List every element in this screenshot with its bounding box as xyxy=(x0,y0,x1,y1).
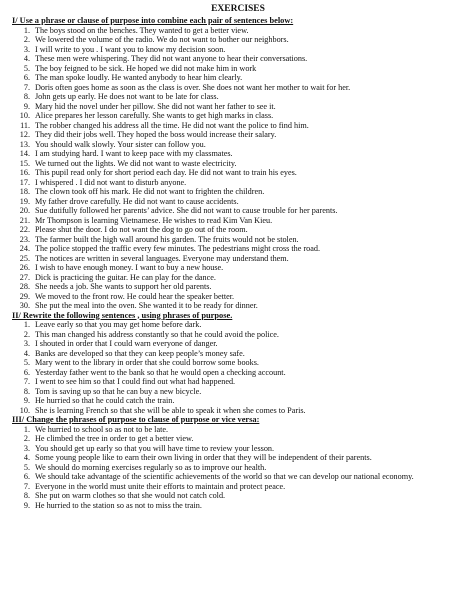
item-number: 5. xyxy=(23,358,30,367)
item-text: Please shut the door. I do not want the dog to go out of the room. xyxy=(35,225,248,234)
item-number: 29. xyxy=(19,291,30,301)
section-2 xyxy=(12,311,464,416)
exercise-list xyxy=(12,425,464,511)
item-text: My father drove carefully. He did not want to cause accidents. xyxy=(35,196,239,206)
item-number: 20. xyxy=(19,206,30,215)
item-text: Everyone in the world must unite their efforts to maintain and protect peace. xyxy=(35,481,286,491)
item-number: 7. xyxy=(23,82,30,92)
item-text: The notices are written in several languages. Everyone may understand them. xyxy=(35,253,289,263)
exercise-item xyxy=(12,292,464,302)
exercise-item xyxy=(12,64,464,74)
item-text: She needs a job. She wants to support her old parents. xyxy=(35,282,212,291)
exercise-item xyxy=(12,444,464,454)
exercise-item xyxy=(12,102,464,112)
exercise-item xyxy=(12,273,464,283)
exercise-item xyxy=(12,301,464,311)
item-text: He hurried to the station so as not to miss the train. xyxy=(35,500,202,510)
exercise-list xyxy=(12,320,464,415)
item-number: 4. xyxy=(23,453,30,462)
item-text: Some young people like to earn their own living in order that they will be independent of their parents. xyxy=(35,453,372,462)
section-heading: I/ Use a phrase or clause of purpose into combine each pair of sentences below: xyxy=(12,16,294,25)
item-number: 2. xyxy=(23,434,30,443)
item-number: 1. xyxy=(23,424,30,434)
item-text: The robber changed his address all the time. He did not want the police to find him. xyxy=(35,120,309,130)
exercise-item xyxy=(12,377,464,387)
item-number: 1. xyxy=(23,320,30,329)
item-text: We should take advantage of the scientific achievements of the world so that we can develop our national economy. xyxy=(35,472,414,481)
item-number: 4. xyxy=(23,348,30,358)
item-number: 2. xyxy=(23,329,30,339)
item-number: 6. xyxy=(23,367,30,377)
exercise-item xyxy=(12,92,464,102)
item-text: We lowered the volume of the radio. We do not want to bother our neighbors. xyxy=(35,35,289,44)
exercise-item xyxy=(12,140,464,150)
item-text: The boys stood on the benches. They wanted to get a better view. xyxy=(35,25,249,35)
item-text: Mr Thompson is learning Vietnamese. He wishes to read Kim Van Kieu. xyxy=(35,215,273,225)
exercise-item xyxy=(12,244,464,254)
item-number: 2. xyxy=(23,35,30,44)
item-number: 8. xyxy=(23,386,30,396)
item-text: Leave early so that you may get home before dark. xyxy=(35,320,202,329)
item-number: 26. xyxy=(19,263,30,272)
item-text: The man spoke loudly. He wanted anybody to hear him clearly. xyxy=(35,73,243,82)
exercise-item xyxy=(12,130,464,140)
item-text: Sue dutifully followed her parents’ advice. She did not want to cause trouble for her parents. xyxy=(35,206,338,215)
item-number: 11. xyxy=(20,120,30,130)
item-text: Alice prepares her lesson carefully. She wants to get high marks in class. xyxy=(35,111,274,120)
item-text: I went to see him so that I could find out what had happened. xyxy=(35,377,236,386)
item-number: 30. xyxy=(19,301,30,310)
exercise-item xyxy=(12,434,464,444)
item-text: Dick is practicing the guitar. He can play for the dance. xyxy=(35,272,216,282)
exercise-item xyxy=(12,159,464,169)
exercise-list xyxy=(12,26,464,311)
item-number: 6. xyxy=(23,73,30,82)
item-text: I wish to have enough money. I want to buy a new house. xyxy=(35,263,224,272)
item-text: Yesterday father went to the bank so that he would open a checking account. xyxy=(35,367,286,377)
exercise-item xyxy=(12,149,464,159)
section-1 xyxy=(12,16,464,311)
item-number: 17. xyxy=(19,177,30,187)
item-number: 7. xyxy=(23,377,30,386)
exercise-item xyxy=(12,54,464,64)
item-text: The boy feigned to be sick. He hoped we did not make him in work xyxy=(35,63,257,73)
item-number: 5. xyxy=(23,462,30,472)
exercise-item xyxy=(12,197,464,207)
item-number: 27. xyxy=(19,272,30,282)
item-number: 3. xyxy=(23,44,30,54)
item-text: We moved to the front row. He could hear the speaker better. xyxy=(35,291,235,301)
exercise-item xyxy=(12,368,464,378)
item-text: We should do morning exercises regularly so as to improve our health. xyxy=(35,462,267,472)
item-number: 10. xyxy=(19,111,30,120)
item-text: We turned out the lights. We did not want to waste electricity. xyxy=(35,158,237,168)
exercise-item xyxy=(12,206,464,216)
item-number: 5. xyxy=(23,63,30,73)
exercise-item xyxy=(12,425,464,435)
exercise-item xyxy=(12,396,464,406)
exercise-item xyxy=(12,330,464,340)
item-text: She put on warm clothes so that she would not catch cold. xyxy=(35,491,226,500)
item-number: 18. xyxy=(19,187,30,196)
item-number: 12. xyxy=(19,130,30,139)
item-text: She is learning French so that she will be able to speak it when she comes to Paris. xyxy=(35,405,306,415)
item-number: 3. xyxy=(23,339,30,348)
item-text: He climbed the tree in order to get a better view. xyxy=(35,434,194,443)
item-number: 1. xyxy=(23,25,30,35)
item-number: 15. xyxy=(19,158,30,168)
item-text: You should get up early so that you will have time to review your lesson. xyxy=(35,443,275,453)
exercise-item xyxy=(12,320,464,330)
item-text: Mary hid the novel under her pillow. She did not want her father to see it. xyxy=(35,101,276,111)
exercise-item xyxy=(12,168,464,178)
item-number: 10. xyxy=(19,405,30,415)
item-number: 24. xyxy=(19,244,30,253)
exercise-item xyxy=(12,491,464,501)
item-text: They did their jobs well. They hoped the boss would increase their salary. xyxy=(35,130,277,139)
exercise-item xyxy=(12,501,464,511)
item-text: The clown took off his mark. He did not want to frighten the children. xyxy=(35,187,265,196)
item-text: You should walk slowly. Your sister can follow you. xyxy=(35,139,206,149)
item-number: 7. xyxy=(23,481,30,491)
item-text: Doris often goes home as soon as the class is over. She does not want her mother to wait for her. xyxy=(35,82,351,92)
item-number: 6. xyxy=(23,472,30,481)
exercise-item xyxy=(12,121,464,131)
item-text: This man changed his address constantly so that he could avoid the police. xyxy=(35,329,279,339)
item-text: I shouted in order that I could warn everyone of danger. xyxy=(35,339,218,348)
exercise-item xyxy=(12,216,464,226)
item-text: This pupil read only for short period each day. He did not want to train his eyes. xyxy=(35,168,297,177)
exercise-item xyxy=(12,225,464,235)
section-heading: III/ Change the phrases of purpose to clause of purpose or vice versa: xyxy=(12,415,260,424)
item-number: 13. xyxy=(19,139,30,149)
item-number: 3. xyxy=(23,443,30,453)
exercise-item xyxy=(12,339,464,349)
item-number: 25. xyxy=(19,253,30,263)
exercise-item xyxy=(12,45,464,55)
section-heading: II/ Rewrite the following sentences , using phrases of purpose. xyxy=(12,310,233,320)
exercise-item xyxy=(12,35,464,45)
item-number: 9. xyxy=(23,396,30,405)
item-number: 14. xyxy=(19,149,30,158)
item-number: 9. xyxy=(23,101,30,111)
item-text: We hurried to school so as not to be late. xyxy=(35,424,169,434)
item-text: She put the meal into the oven. She wanted it to be ready for dinner. xyxy=(35,301,258,310)
item-number: 9. xyxy=(23,500,30,510)
item-number: 21. xyxy=(19,215,30,225)
exercise-item xyxy=(12,263,464,273)
item-text: These men were whispering. They did not want anyone to hear their conversations. xyxy=(35,54,308,63)
item-text: Mary went to the library in order that she could borrow some books. xyxy=(35,358,259,367)
exercise-item xyxy=(12,254,464,264)
exercise-item xyxy=(12,463,464,473)
exercise-item xyxy=(12,26,464,36)
item-text: Tom is saving up so that he can buy a new bicycle. xyxy=(35,386,202,396)
item-number: 22. xyxy=(19,225,30,234)
exercise-item xyxy=(12,349,464,359)
item-text: The police stopped the traffic every few minutes. The pedestrians might cross the road. xyxy=(35,244,321,253)
exercise-item xyxy=(12,83,464,93)
section-3 xyxy=(12,415,464,510)
exercise-item xyxy=(12,178,464,188)
item-text: I whispered . I did not want to disturb anyone. xyxy=(35,177,187,187)
exercise-item xyxy=(12,472,464,482)
item-number: 4. xyxy=(23,54,30,63)
exercise-item xyxy=(12,282,464,292)
page-title: EXERCISES xyxy=(211,4,265,14)
item-number: 19. xyxy=(19,196,30,206)
exercise-item xyxy=(12,358,464,368)
exercise-item xyxy=(12,73,464,83)
item-text: I will write to you . I want you to know my decision soon. xyxy=(35,44,226,54)
exercise-item xyxy=(12,111,464,121)
item-number: 16. xyxy=(19,168,30,177)
item-text: The farmer built the high wall around his garden. The fruits would not be stolen. xyxy=(35,234,299,244)
exercise-item xyxy=(12,235,464,245)
item-number: 8. xyxy=(23,92,30,101)
exercise-item xyxy=(12,453,464,463)
item-number: 28. xyxy=(19,282,30,291)
item-text: John gets up early. He does not want to be late for class. xyxy=(35,92,219,101)
exercise-item xyxy=(12,387,464,397)
exercise-item xyxy=(12,482,464,492)
item-text: I am studying hard. I want to keep pace with my classmates. xyxy=(35,149,233,158)
item-text: Banks are developed so that they can keep people’s money safe. xyxy=(35,348,245,358)
exercise-item xyxy=(12,187,464,197)
item-number: 8. xyxy=(23,491,30,500)
item-number: 23. xyxy=(19,234,30,244)
item-text: He hurried so that he could catch the train. xyxy=(35,396,175,405)
exercise-item xyxy=(12,406,464,416)
